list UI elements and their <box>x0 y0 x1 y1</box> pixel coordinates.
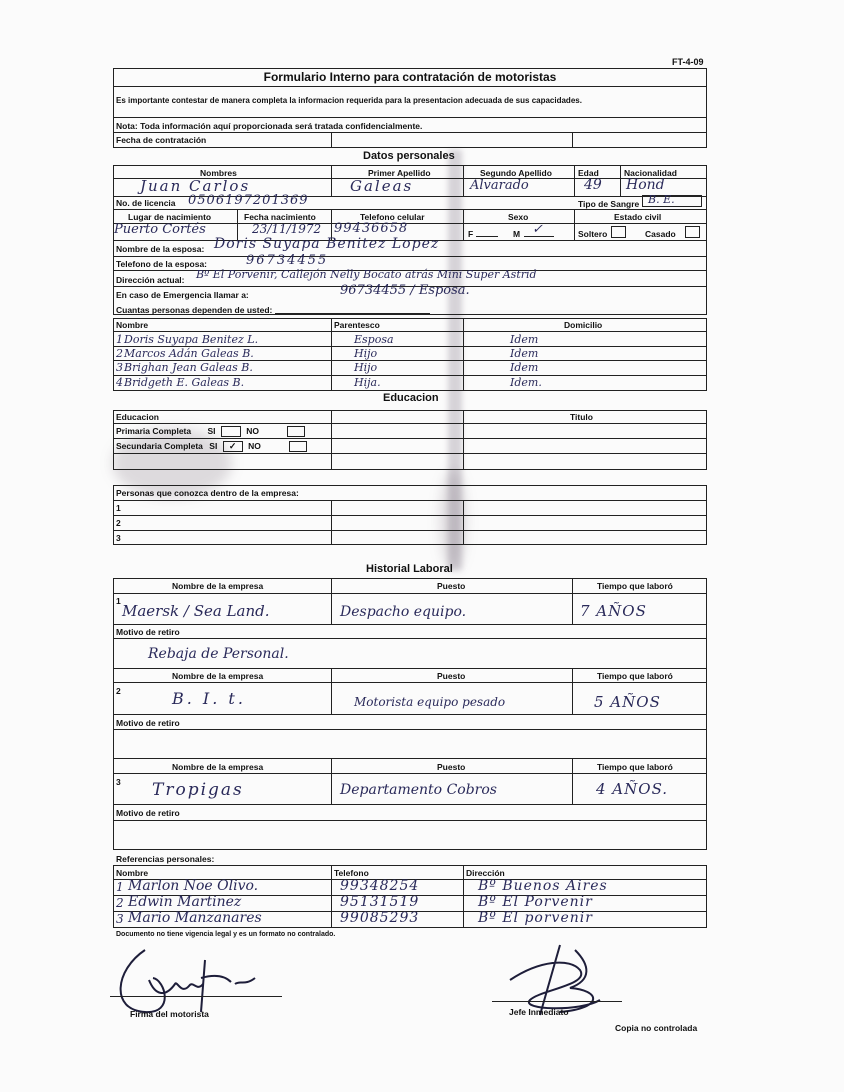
job-number: 3 <box>116 777 121 787</box>
dependent-name: Doris Suyapa Benitez L. <box>124 333 259 346</box>
age-header: Edad <box>578 168 599 178</box>
reference-name: Mario Manzanares <box>128 910 262 926</box>
personal-section-title: Datos personales <box>363 150 455 162</box>
dependents-relation-header: Parentesco <box>334 320 380 330</box>
reference-number: 1 <box>116 880 124 894</box>
dependent-name: Brighan Jean Galeas B. <box>124 361 253 374</box>
reason-label: Motivo de retiro <box>116 718 180 728</box>
secondary-label <box>116 441 310 452</box>
primary-text: Primaria Completa <box>116 426 192 436</box>
nationality-header: Nacionalidad <box>624 168 677 178</box>
position-header: Puesto <box>437 671 466 681</box>
reference-address: Bº Buenos Aires <box>478 878 608 894</box>
emergency-label: En caso de Emergencia llamar a: <box>116 290 249 300</box>
sex-m-mark: ✓ <box>532 222 543 237</box>
job-company: Maersk / Sea Land. <box>122 602 270 620</box>
driver-signature-label: Firma del motorista <box>130 1009 209 1019</box>
dependent-number: 2 <box>116 347 123 360</box>
dependents-home-header: Domicilio <box>564 320 603 330</box>
job-position: Despacho equipo. <box>340 604 467 620</box>
last2-header: Segundo Apellido <box>480 168 552 178</box>
references-title: Referencias personales: <box>116 854 215 864</box>
company-header: Nombre de la empresa <box>172 762 264 772</box>
job-position: Motorista equipo pesado <box>354 695 506 709</box>
reference-name-header: Nombre <box>116 868 149 878</box>
phone-value: 99436658 <box>334 221 409 236</box>
primary-no: NO <box>246 426 260 436</box>
secondary-no-checkbox[interactable] <box>289 441 307 452</box>
company-header: Nombre de la empresa <box>172 671 264 681</box>
company-header: Nombre de la empresa <box>172 581 264 591</box>
reference-address-header: Dirección <box>466 868 505 878</box>
last1-header: Primer Apellido <box>368 168 431 178</box>
last1-value: Galeas <box>350 177 414 195</box>
sex-f-label: F <box>468 229 474 239</box>
single-checkbox[interactable] <box>611 226 626 238</box>
birthdate-header: Fecha nacimiento <box>244 212 316 222</box>
blood-type-label: Tipo de Sangre <box>578 199 640 209</box>
birthplace-value: Puerto Cortés <box>114 222 206 237</box>
dependent-name: Marcos Adán Galeas B. <box>124 347 254 360</box>
secondary-no: NO <box>248 441 261 451</box>
copy-note: Copia no controlada <box>615 1023 698 1033</box>
education-header: Educacion <box>116 412 159 422</box>
dependent-relation: Hijo <box>354 361 378 374</box>
civil-status-header: Estado civil <box>614 212 662 222</box>
reference-address: Bº El porvenir <box>478 910 593 926</box>
reference-phone: 99085293 <box>340 910 420 926</box>
secondary-si-checkbox[interactable]: ✓ <box>223 441 243 452</box>
job-number: 2 <box>116 686 121 696</box>
form-title: Formulario Interno para contratación de motoristas <box>263 70 557 84</box>
reference-phone: 99348254 <box>340 878 420 894</box>
spouse-phone-value: 96734455 <box>246 253 329 268</box>
position-header: Puesto <box>437 762 466 772</box>
address-label: Dirección actual: <box>116 275 185 285</box>
dependent-home: Idem <box>510 361 539 374</box>
married-label: Casado <box>645 229 676 239</box>
people-row-number: 2 <box>116 518 121 528</box>
reference-phone-header: Telefono <box>334 868 369 878</box>
license-value: 0506197201369 <box>188 193 309 208</box>
last2-value: Alvarado <box>470 178 529 193</box>
married-checkbox[interactable] <box>685 226 700 238</box>
blood-type-value: B. E. <box>648 193 675 206</box>
dependents-count-label: Cuantas personas dependen de usted: <box>116 305 273 315</box>
dependent-relation: Hija. <box>354 376 381 389</box>
reference-address: Bº El Porvenir <box>478 894 593 910</box>
dependents-name-header: Nombre <box>116 320 149 330</box>
job-time: 7 AÑOS <box>580 602 647 620</box>
reason-label: Motivo de retiro <box>116 808 180 818</box>
work-section-title: Historial Laboral <box>366 563 453 575</box>
time-header: Tiempo que laboró <box>597 581 673 591</box>
phone-header: Telefono celular <box>360 212 425 222</box>
dependent-home: Idem. <box>510 376 542 389</box>
boss-signature-label: Jefe Inmediato <box>509 1007 569 1017</box>
job-time: 5 AÑOS <box>594 693 661 711</box>
primary-no-checkbox[interactable] <box>287 426 305 437</box>
names-header: Nombres <box>200 168 237 178</box>
dependent-name: Bridgeth E. Galeas B. <box>124 376 245 389</box>
reference-name: Marlon Noe Olivo. <box>128 878 259 894</box>
intro-text: Es importante contestar de manera completa la informacion requerida para la presentacion adecuada de sus capacidades. <box>116 96 582 105</box>
education-section-title: Educacion <box>383 392 439 404</box>
reference-number: 3 <box>116 912 124 926</box>
confidential-note: Nota: Toda información aquí proporcionada será tratada confidencialmente. <box>116 121 423 131</box>
age-value: 49 <box>584 177 602 193</box>
dependent-relation: Esposa <box>354 333 394 346</box>
reference-phone: 95131519 <box>340 894 420 910</box>
time-header: Tiempo que laboró <box>597 671 673 681</box>
reference-name: Edwin Martinez <box>128 894 242 910</box>
job-number: 1 <box>116 596 121 606</box>
dependent-home: Idem <box>510 333 539 346</box>
dependent-number: 4 <box>116 376 123 389</box>
primary-label <box>116 426 308 437</box>
single-label: Soltero <box>578 229 608 239</box>
dependent-relation: Hijo <box>354 347 378 360</box>
secondary-si: SI <box>209 441 218 451</box>
reason-label: Motivo de retiro <box>116 627 180 637</box>
job-company: Tropigas <box>152 780 244 800</box>
spouse-label: Nombre de la esposa: <box>116 244 205 254</box>
primary-si: SI <box>207 426 216 436</box>
reference-number: 2 <box>116 896 124 910</box>
emergency-value: 96734455 / Esposa. <box>340 283 470 298</box>
birthplace-header: Lugar de nacimiento <box>128 212 212 222</box>
primary-si-checkbox[interactable] <box>221 426 241 437</box>
address-value: Bº El Porvenir, Callejón Nelly Bocato atrás Mini Super Astrid <box>196 268 537 281</box>
education-table <box>113 410 707 470</box>
people-label: Personas que conozca dentro de la empresa: <box>116 488 299 498</box>
dependent-home: Idem <box>510 347 539 360</box>
dependent-number: 1 <box>116 333 123 346</box>
job-company: B. I. t. <box>172 689 246 708</box>
sex-header: Sexo <box>508 212 529 222</box>
job-time: 4 AÑOS. <box>596 780 669 798</box>
people-row-number: 3 <box>116 533 121 543</box>
job-reason: Rebaja de Personal. <box>148 646 289 662</box>
spouse-phone-label: Telefono de la esposa: <box>116 259 208 269</box>
job-position: Departamento Cobros <box>340 782 497 798</box>
secondary-text: Secundaria Completa <box>116 441 203 451</box>
nationality-value: Hond <box>626 177 665 193</box>
driver-signature-image <box>105 940 285 1020</box>
spouse-value: Doris Suyapa Benitez Lopez <box>214 236 440 252</box>
hire-date-label: Fecha de contratación <box>116 135 207 145</box>
position-header: Puesto <box>437 581 466 591</box>
footer-note: Documento no tiene vigencia legal y es un formato no contralado. <box>116 931 336 938</box>
form-code: FT-4-09 <box>672 57 704 67</box>
dependent-number: 3 <box>116 361 123 374</box>
time-header: Tiempo que laboró <box>597 762 673 772</box>
birthdate-value: 23/11/1972 <box>252 222 322 236</box>
sex-m-label: M <box>513 229 521 239</box>
license-label: No. de licencia <box>116 198 176 208</box>
title-header: Titulo <box>570 412 593 422</box>
names-value: Juan Carlos <box>140 177 251 195</box>
people-row-number: 1 <box>116 503 121 513</box>
